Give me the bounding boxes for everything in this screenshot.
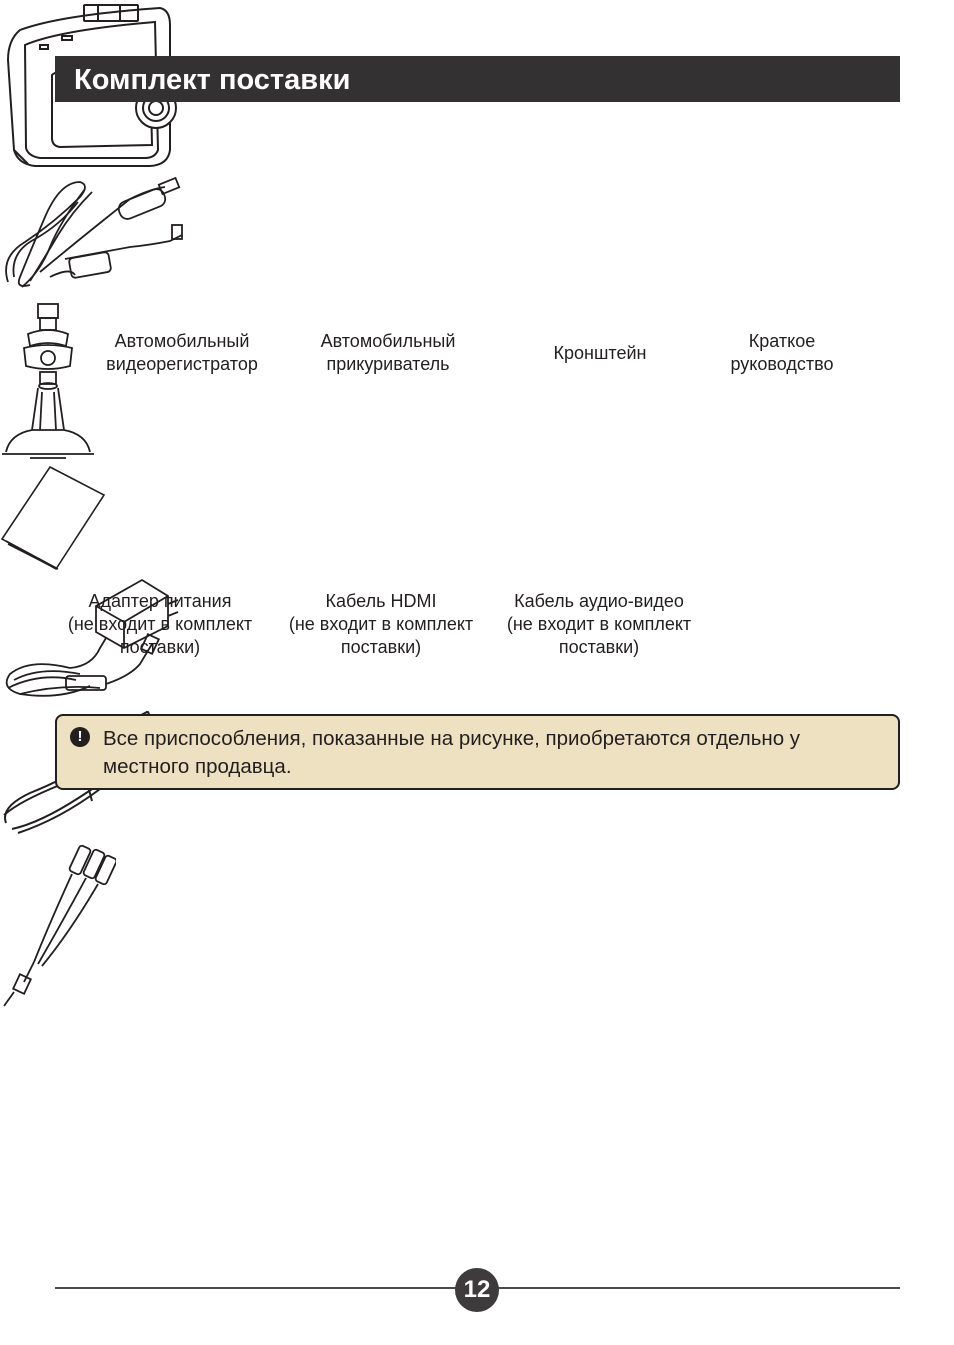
item-caption: Кабель HDMI (не входит в комплект поставки) xyxy=(288,591,474,657)
car-charger-icon xyxy=(0,177,190,297)
av-cable-icon xyxy=(0,842,116,1008)
page-number: 12 xyxy=(455,1268,499,1312)
note-text: Все приспособления, показанные на рисунке, приобретаются отдельно у местного продавца. xyxy=(103,727,801,778)
item-caption: Краткое руководство xyxy=(730,331,834,374)
quick-guide-icon xyxy=(0,465,106,571)
item-caption: Кронштейн xyxy=(553,343,647,363)
item-caption: Автомобильный прикуриватель xyxy=(320,331,456,374)
note-box xyxy=(55,714,900,790)
page-title: Комплект поставки xyxy=(74,64,351,96)
item-caption: Адаптер питания (не входит в комплект поставки) xyxy=(67,591,253,657)
item-caption: Кабель аудио-видео (не входит в комплект поставки) xyxy=(506,591,692,657)
bracket-mount-icon xyxy=(0,302,96,460)
item-caption: Автомобильный видеорегистратор xyxy=(106,331,258,374)
item-bracket xyxy=(0,302,954,465)
exclamation-icon: ! xyxy=(70,727,90,747)
section-header xyxy=(55,56,900,102)
